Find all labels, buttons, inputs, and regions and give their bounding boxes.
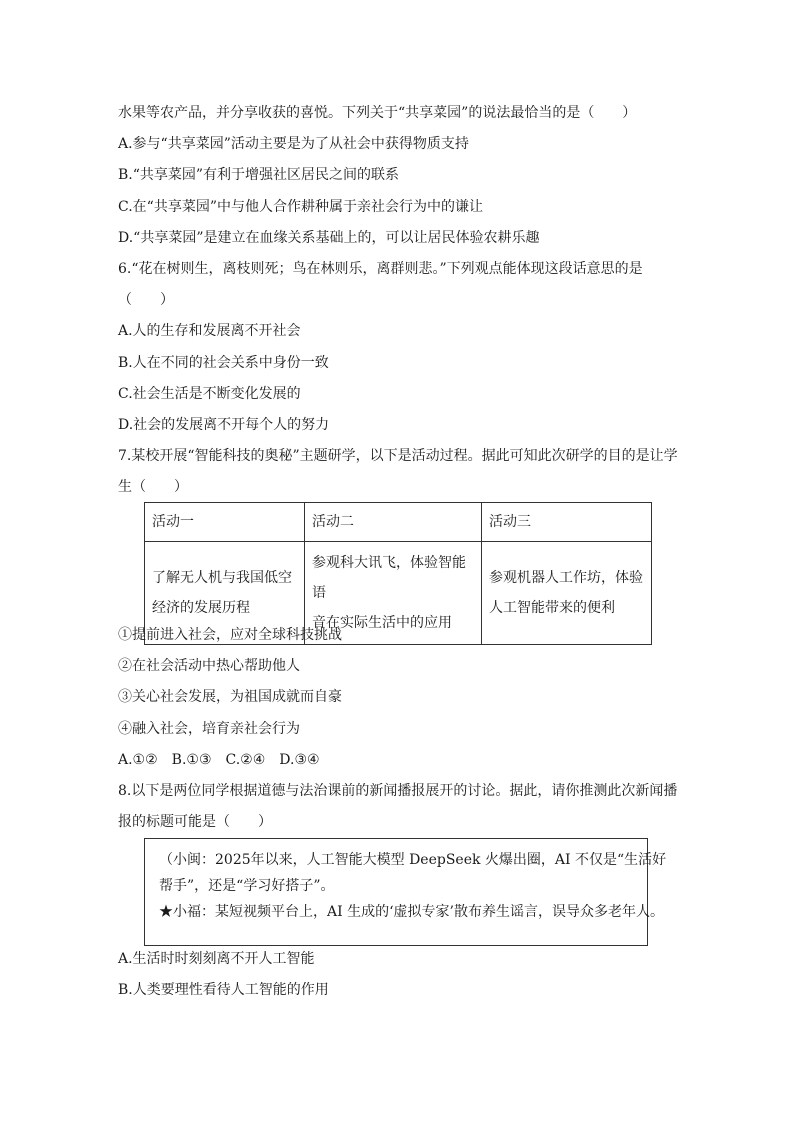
q7-statement-4: ④融入社会，培育亲社会行为 <box>118 721 300 737</box>
q8-stem-bracket: 报的标题可能是（ ） <box>118 814 272 830</box>
discussion-line: （小闽：2025年以来，人工智能大模型 DeepSeek 火爆出圈，AI 不仅是“生活好 <box>159 852 667 868</box>
table-header-activity-1: 活动一 <box>145 503 305 542</box>
q6-option-c: C.社会生活是不断变化发展的 <box>118 386 301 402</box>
table-header-activity-2: 活动二 <box>305 503 482 542</box>
cell-line: 参观科大讯飞，体验智能语 <box>312 555 466 601</box>
table-cell-activity-3 <box>482 542 652 645</box>
q5-option-d: D.“共享菜园”是建立在血缘关系基础上的，可以让居民体验农耕乐趣 <box>118 230 540 246</box>
q8-stem: 8.以下是两位同学根据道德与法治课前的新闻播报展开的讨论。据此，请你推测此次新闻播 <box>118 783 678 799</box>
q5-stem-tail: 水果等农产品，并分享收获的喜悦。下列关于“共享菜园”的说法最恰当的是（ ） <box>118 105 637 121</box>
q6-stem-bracket: （ ） <box>118 292 174 308</box>
q5-option-c: C.在“共享菜园”中与他人合作耕种属于亲社会行为中的谦让 <box>118 199 483 215</box>
discussion-line: 帮手”，还是“学习好搭子”。 <box>159 878 335 894</box>
activity-table <box>144 502 652 645</box>
cell-line: 经济的发展历程 <box>152 600 250 616</box>
cell-line: 参观机器人工作坊，体验 <box>489 570 643 586</box>
q6-stem: 6.“花在树则生，离枝则死；鸟在林则乐，离群则悲。”下列观点能体现这段话意思的是 <box>118 261 643 277</box>
q7-stem-bracket: 生（ ） <box>118 479 188 495</box>
q6-option-d: D.社会的发展离不开每个人的努力 <box>118 417 330 433</box>
q6-option-b: B.人在不同的社会关系中身份一致 <box>118 355 329 371</box>
cell-line: 人工智能带来的便利 <box>489 600 615 616</box>
q8-option-a: A.生活时时刻刻离不开人工智能 <box>118 951 315 967</box>
table-header-activity-3: 活动三 <box>482 503 652 542</box>
q7-choices: A.①② B.①③ C.②④ D.③④ <box>118 752 320 768</box>
discussion-line: ★小福：某短视频平台上，AI 生成的‘虚拟专家’散布养生谣言，误导众多老年人。 <box>159 904 664 920</box>
q7-statement-2: ②在社会活动中热心帮助他人 <box>118 658 300 674</box>
discussion-box <box>144 838 667 946</box>
q7-stem: 7.某校开展“智能科技的奥秘”主题研学，以下是活动过程。据此可知此次研学的目的是让学 <box>118 448 678 464</box>
q7-statement-3: ③关心社会发展，为祖国成就而自豪 <box>118 689 342 705</box>
cell-line: 了解无人机与我国低空 <box>152 570 292 586</box>
q5-option-a: A.参与“共享菜园”活动主要是为了从社会中获得物质支持 <box>118 136 469 152</box>
q8-option-b: B.人类要理性看待人工智能的作用 <box>118 982 329 998</box>
q5-option-b: B.“共享菜园”有利于增强社区居民之间的联系 <box>118 167 400 183</box>
q6-option-a: A.人的生存和发展离不开社会 <box>118 323 301 339</box>
cell-line: 音在实际生活中的应用 <box>312 615 452 631</box>
q7-statement-1: ①提前进入社会，应对全球科技挑战 <box>118 627 342 643</box>
